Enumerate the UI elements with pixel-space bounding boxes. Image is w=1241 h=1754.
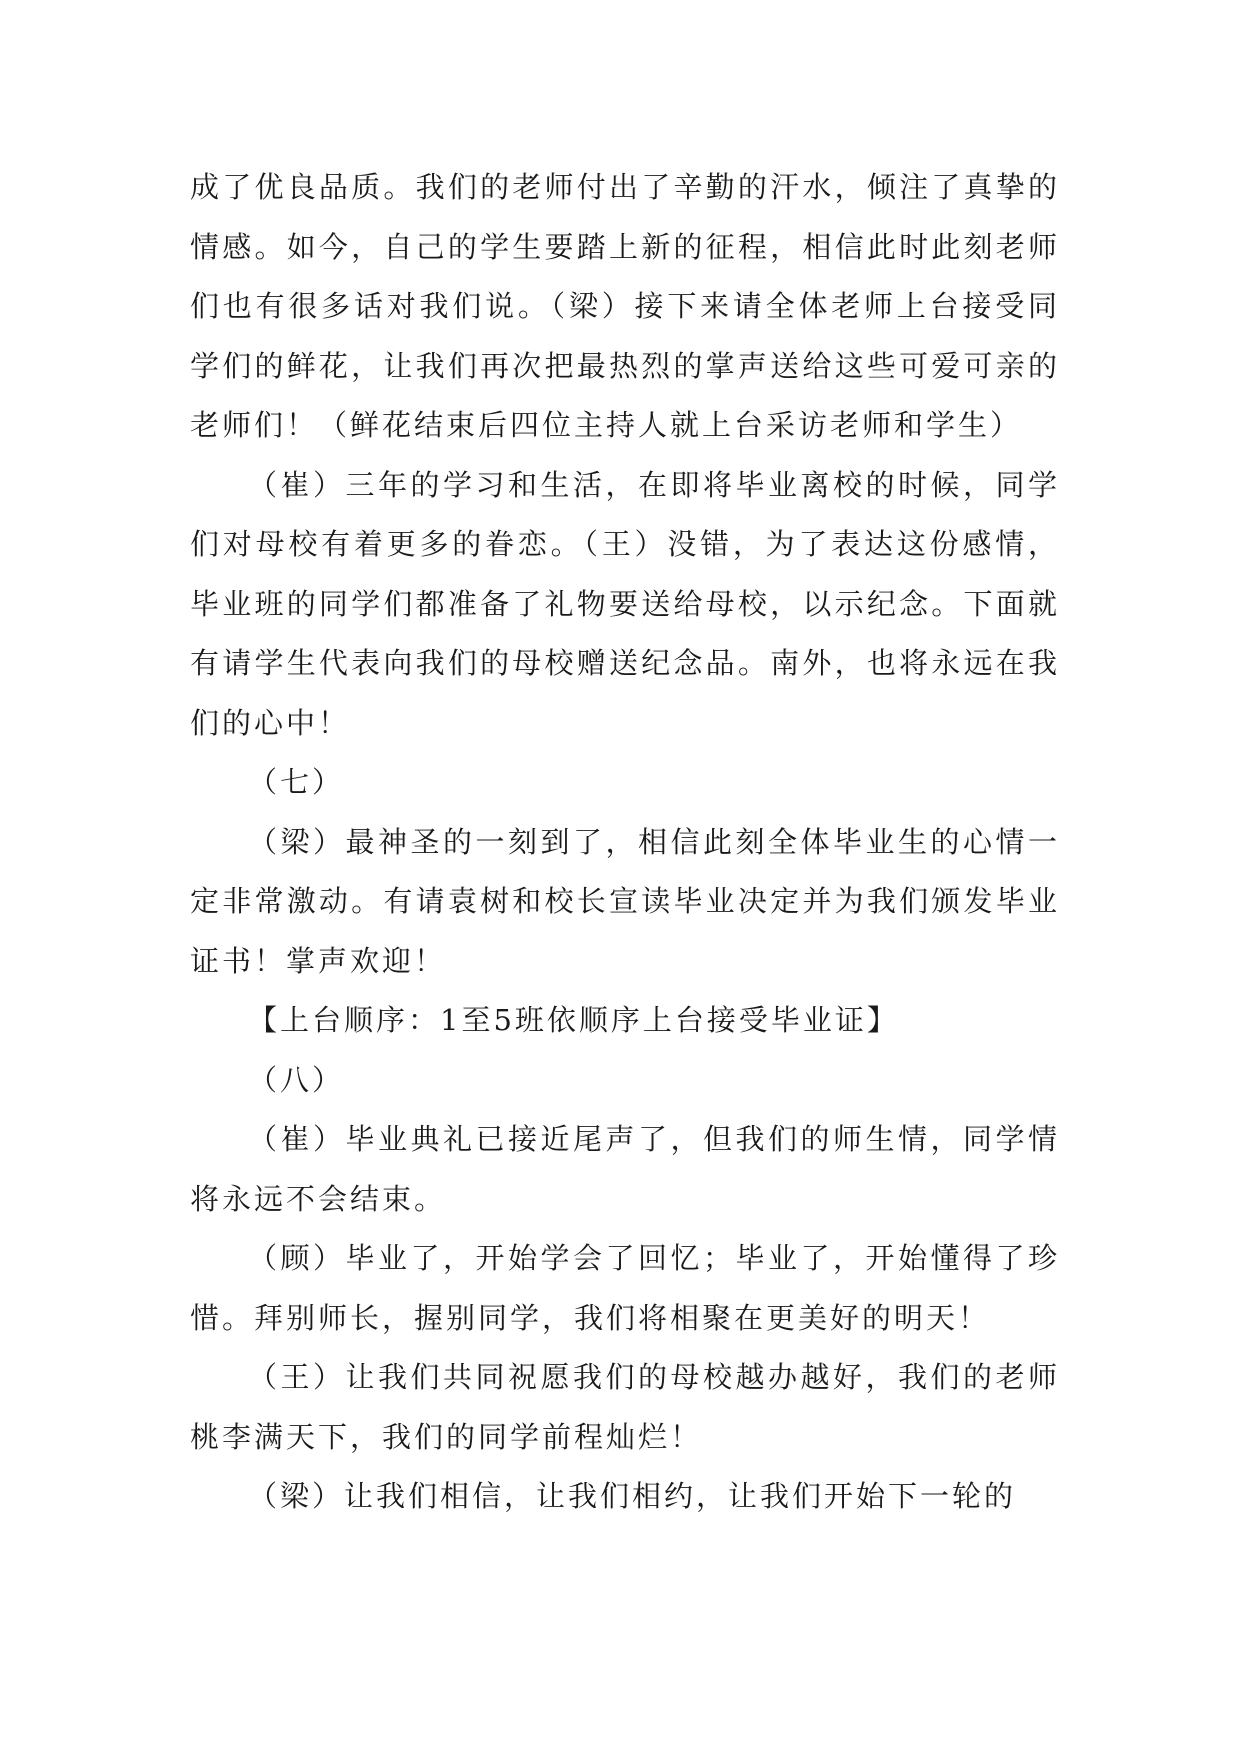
document-body [190, 158, 1060, 1527]
paragraph-certificate: （梁）最神圣的一刻到了，相信此刻全体毕业生的心情一定非常激动。有请袁树和校长宣读毕业决定并为我们颁发毕业证书！掌声欢迎！ [190, 824, 1060, 978]
section-heading-seven: （七） [248, 765, 345, 799]
paragraph-school-gift: （崔）三年的学习和生活，在即将毕业离校的时候，同学们对母校有着更多的眷恋。（王）没错，为了表达这份感情，毕业班的同学们都准备了礼物要送给母校，以示纪念。下面就有请学生代表向我们的母校赠送纪念品。南外，也将永远在我们的心中！ [190, 467, 1060, 740]
paragraph-closing-wang: （王）让我们共同祝愿我们的母校越办越好，我们的老师桃李满天下，我们的同学前程灿烂！ [190, 1360, 1060, 1454]
paragraph-closing-liang: （梁）让我们相信，让我们相约，让我们开始下一轮的 [248, 1479, 1017, 1513]
section-heading-eight: （八） [248, 1062, 345, 1097]
paragraph-teachers-flowers: 成了优良品质。我们的老师付出了辛勤的汗水，倾注了真挚的情感。如今，自己的学生要踏上新的征程，相信此时此刻老师们也有很多话对我们说。（梁）接下来请全体老师上台接受同学们的鲜花，让我们再次把最热烈的掌声送给这些可爱可亲的老师们！（鲜花结束后四位主持人就上台采访老师和学生） [190, 170, 1060, 442]
stage-order-note: 【上台顺序：1至5班依顺序上台接受毕业证】 [248, 1003, 899, 1037]
paragraph-closing-cui: （崔）毕业典礼已接近尾声了，但我们的师生情，同学情将永远不会结束。 [190, 1122, 1060, 1216]
paragraph-closing-gu: （顾）毕业了，开始学会了回忆；毕业了，开始懂得了珍惜。拜别师长，握别同学，我们将相聚在更美好的明天！ [190, 1241, 1060, 1335]
